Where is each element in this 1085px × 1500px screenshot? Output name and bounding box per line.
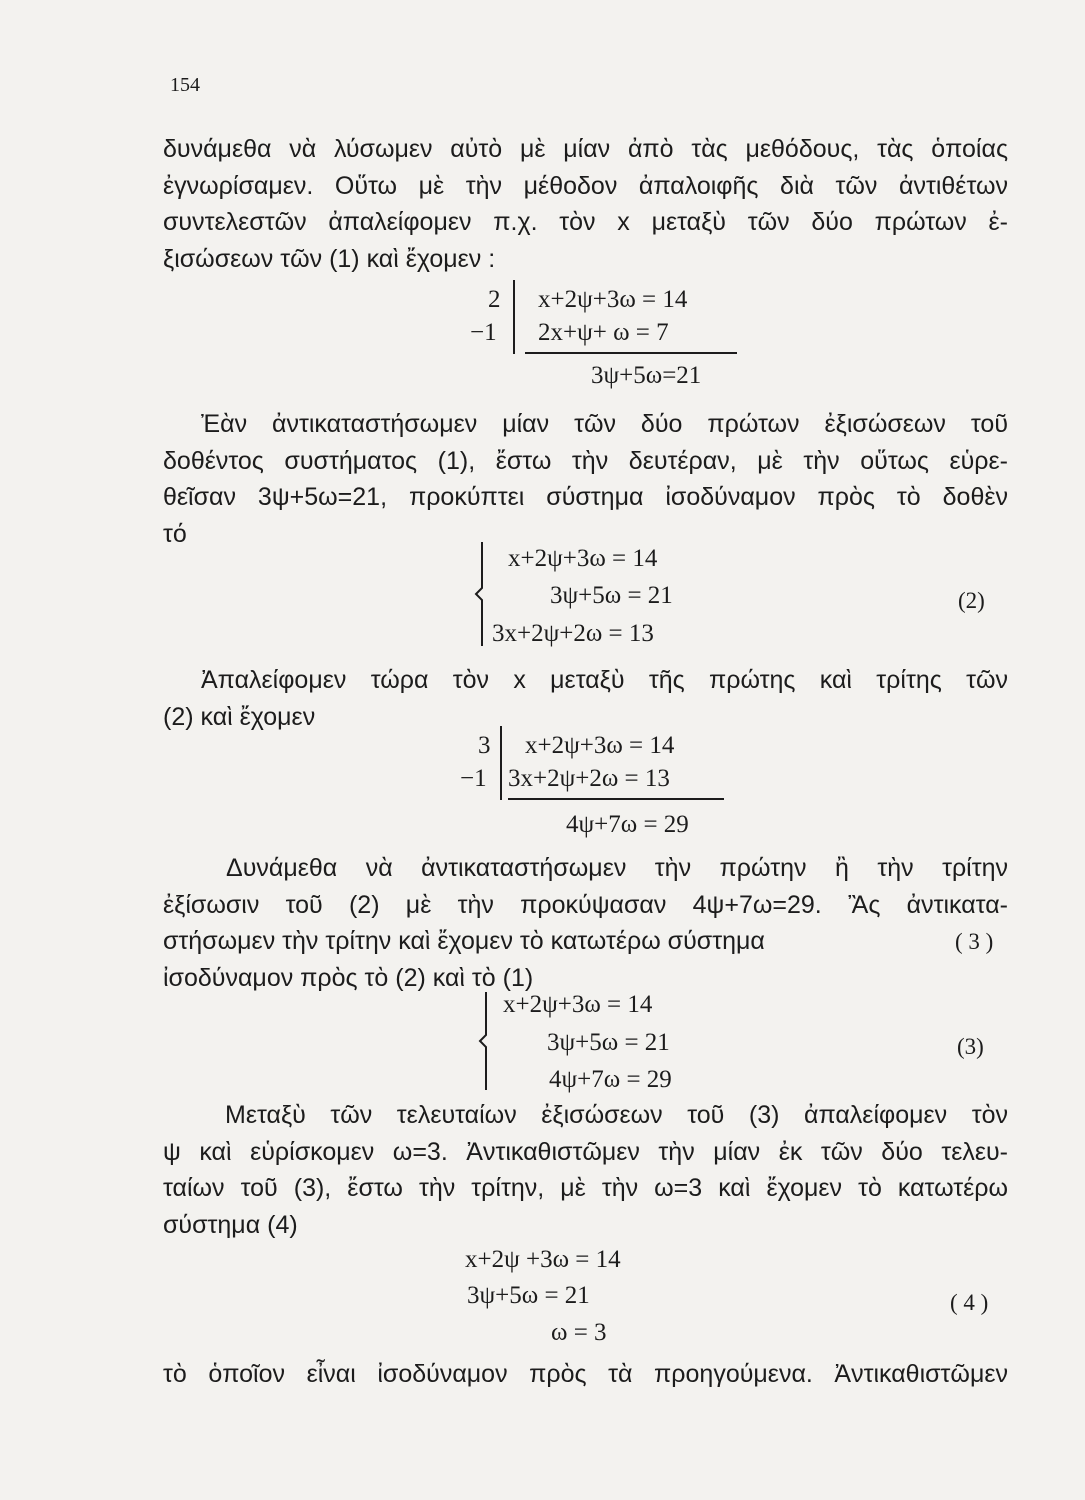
equation-result: 4ψ+7ω = 29 bbox=[566, 811, 689, 838]
text-line: συντελεστῶν ἀπαλείφομεν π.χ. τὸν x μεταξὺ τῶν δύο πρώτων ἐ- bbox=[163, 208, 1008, 236]
text-line: Ἐὰν ἀντικαταστήσωμεν μίαν τῶν δύο πρώτων ἐξισώσεων τοῦ bbox=[201, 410, 1008, 438]
paragraph-2 bbox=[163, 406, 1008, 552]
vertical-rule bbox=[500, 726, 502, 800]
text-line: τό bbox=[163, 519, 187, 548]
text-line: (2) καὶ ἔχομεν bbox=[163, 702, 316, 731]
equation-result: 3ψ+5ω=21 bbox=[591, 362, 702, 389]
equation: x+2ψ+3ω = 14 bbox=[525, 732, 675, 759]
text-line: Δυνάμεθα νὰ ἀντικαταστήσωμεν τὴν πρώτην ἢ τὴν τρίτην bbox=[226, 854, 1008, 882]
text-line: ἰσοδύναμον πρὸς τὸ (2) καὶ τὸ (1) bbox=[163, 963, 534, 992]
paragraph-3 bbox=[163, 662, 1008, 735]
system-label: (3) bbox=[957, 1034, 984, 1059]
text-line: ἐγνωρίσαμεν. Οὕτω μὲ τὴν μέθοδον ἀπαλοιφῆς διὰ τῶν ἀντιθέτων bbox=[163, 171, 1008, 200]
text-line: Μεταξὺ τῶν τελευταίων ἐξισώσεων τοῦ (3) ἀπαλείφομεν τὸν bbox=[225, 1101, 1008, 1129]
paragraph-4 bbox=[163, 850, 1008, 996]
equation: 3ψ+5ω = 21 bbox=[550, 582, 673, 609]
text-line: ψ καὶ εὑρίσκομεν ω=3. Ἀντικαθιστῶμεν τὴν μίαν ἐκ τῶν δύο τελευ- bbox=[163, 1137, 1008, 1166]
sum-rule bbox=[525, 352, 737, 354]
text-line: στήσωμεν τὴν τρίτην καὶ ἔχομεν τὸ κατωτέρω σύστημα bbox=[163, 927, 765, 955]
multiplier: 2 bbox=[488, 286, 501, 313]
text-line: ἐξίσωσιν τοῦ (2) μὲ τὴν προκύψασαν 4ψ+7ω=29. Ἂς ἀντικατα- bbox=[163, 890, 1008, 919]
equation: 3ψ+5ω = 21 bbox=[467, 1282, 590, 1309]
text-line: δυνάμεθα νὰ λύσωμεν αὐτὸ μὲ μίαν ἀπὸ τὰς μεθόδους, τὰς ὁποίας bbox=[163, 135, 1008, 163]
equation: 3x+2ψ+2ω = 13 bbox=[492, 620, 654, 647]
equation: 2x+ψ+ ω = 7 bbox=[538, 319, 669, 346]
text-line: ξισώσεων τῶν (1) καὶ ἔχομεν : bbox=[163, 244, 496, 273]
left-brace bbox=[474, 990, 494, 1092]
equation: x+2ψ+3ω = 14 bbox=[508, 545, 658, 572]
paragraph-6 bbox=[163, 1356, 1008, 1393]
left-brace bbox=[468, 540, 488, 648]
multiplier: 3 bbox=[478, 732, 491, 759]
equation: x+2ψ +3ω = 14 bbox=[465, 1246, 621, 1273]
multiplier: −1 bbox=[460, 765, 487, 792]
system-label: ( 3 ) bbox=[955, 929, 994, 954]
equation: ω = 3 bbox=[551, 1319, 607, 1346]
paragraph-5 bbox=[163, 1097, 1008, 1243]
text-line: τὸ ὁποῖον εἶναι ἰσοδύναμον πρὸς τὰ προηγούμενα. Ἀντικαθιστῶμεν bbox=[163, 1360, 1008, 1388]
equation: 3x+2ψ+2ω = 13 bbox=[508, 765, 670, 792]
page-number: 154 bbox=[170, 74, 200, 96]
equation: x+2ψ+3ω = 14 bbox=[538, 286, 688, 313]
system-label: (2) bbox=[958, 588, 985, 613]
equation: 3ψ+5ω = 21 bbox=[547, 1029, 670, 1056]
text-line: δοθέντος συστήματος (1), ἔστω τὴν δευτέραν, μὲ τὴν οὕτως εὑρε- bbox=[163, 446, 1008, 475]
paragraph-1 bbox=[163, 131, 1008, 277]
text-line: σύστημα (4) bbox=[163, 1210, 298, 1239]
sum-rule bbox=[508, 798, 724, 800]
system-label: ( 4 ) bbox=[950, 1290, 989, 1315]
multiplier: −1 bbox=[470, 319, 497, 346]
text-line: ταίων τοῦ (3), ἔστω τὴν τρίτην, μὲ τὴν ω=3 καὶ ἔχομεν τὸ κατωτέρω bbox=[163, 1174, 1008, 1202]
equation: 4ψ+7ω = 29 bbox=[549, 1066, 672, 1093]
text-line: Ἀπαλείφομεν τώρα τὸν x μεταξὺ τῆς πρώτης καὶ τρίτης τῶν bbox=[201, 666, 1008, 694]
vertical-rule bbox=[513, 280, 515, 354]
equation: x+2ψ+3ω = 14 bbox=[503, 991, 653, 1018]
text-line: θεῖσαν 3ψ+5ω=21, προκύπτει σύστημα ἰσοδύναμον πρὸς τὸ δοθὲν bbox=[163, 483, 1008, 511]
